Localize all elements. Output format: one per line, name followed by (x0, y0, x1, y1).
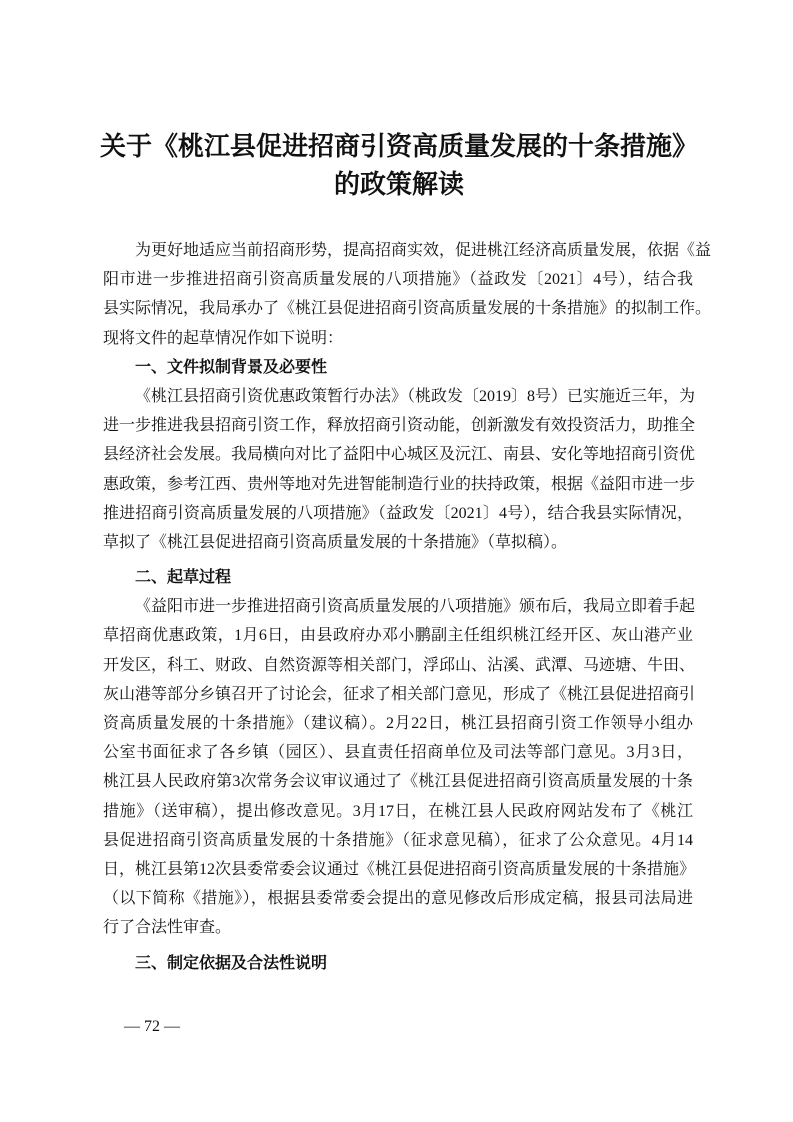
document-body (103, 236, 712, 978)
title-line-2: 的政策解读 (333, 170, 464, 199)
intro-line: 县实际情况，我局承办了《桃江县促进招商引资高质量发展的十条措施》的拟制工作。 (103, 300, 712, 318)
section2-line: 桃江县人民政府第3次常务会议审议通过了《桃江县促进招商引资高质量发展的十条 (103, 773, 693, 791)
section-heading-1: 一、文件拟制背景及必要性 (135, 358, 328, 376)
section2-line: 日，桃江县第12次县委常委会议通过《桃江县促进招商引资高质量发展的十条措施》 (103, 860, 696, 878)
section2-line: 措施》（送审稿），提出修改意见。3月17日，在桃江县人民政府网站发布了《桃江 (103, 802, 693, 820)
section1-line: 推进招商引资高质量发展的八项措施》（益政发〔2021〕4号），结合我县实际情况， (103, 504, 693, 522)
section2-line: 县促进招商引资高质量发展的十条措施》（征求意见稿），征求了公众意见。4月14 (103, 831, 693, 849)
section2-line: 开发区，科工、财政、自然资源等相关部门，浮邱山、沾溪、武潭、马迹塘、牛田、 (103, 656, 696, 674)
section2-line: 公室书面征求了各乡镇（园区）、县直责任招商单位及司法等部门意见。3月3日， (103, 744, 693, 762)
document-title (100, 128, 698, 204)
intro-line: 为更好地适应当前招商形势，提高招商实效，促进桃江经济高质量发展，依据《益 (135, 242, 712, 259)
section1-line: 惠政策，参考江西、贵州等地对先进智能制造行业的扶持政策，根据《益阳市进一步 (103, 475, 696, 493)
section1-line: 县经济社会发展。我局横向对比了益阳中心城区及沅江、南县、安化等地招商引资优 (103, 446, 696, 464)
intro-line: 阳市进一步推进招商引资高质量发展的八项措施》（益政发〔2021〕4号），结合我 (103, 271, 693, 289)
section-heading-3: 三、制定依据及合法性说明 (135, 954, 328, 972)
intro-line: 现将文件的起草情况作如下说明： (103, 329, 344, 347)
section2-line: 资高质量发展的十条措施》（建议稿）。2月22日，桃江县招商引资工作领导小组办 (103, 715, 693, 732)
section1-line: 《桃江县招商引资优惠政策暂行办法》（桃政发〔2019〕8号）已实施近三年，为 (135, 387, 696, 405)
section2-line: （以下简称《措施》），根据县委常委会提出的意见修改后形成定稿，报县司法局进 (103, 890, 693, 908)
title-line-1: 关于《桃江县促进招商引资高质量发展的十条措施》 (100, 132, 699, 161)
section1-line: 草拟了《桃江县促进招商引资高质量发展的十条措施》（草拟稿）。 (103, 533, 568, 551)
section2-line: 灰山港等部分乡镇召开了讨论会，征求了相关部门意见，形成了《桃江县促进招商引 (103, 685, 696, 703)
section1-line: 进一步推进我县招商引资工作，释放招商引资动能，创新激发有效投资活力，助推全 (103, 417, 696, 435)
page-number: — 72 — (124, 1018, 180, 1035)
section2-line: 草招商优惠政策，1月6日，由县政府办邓小鹏副主任组织桃江经开区、灰山港产业 (103, 627, 693, 645)
section2-line: 《益阳市进一步推进招商引资高质量发展的八项措施》颁布后，我局立即着手起 (135, 598, 696, 616)
section-heading-2: 二、起草过程 (135, 569, 232, 587)
section2-line: 行了合法性审查。 (103, 919, 232, 937)
